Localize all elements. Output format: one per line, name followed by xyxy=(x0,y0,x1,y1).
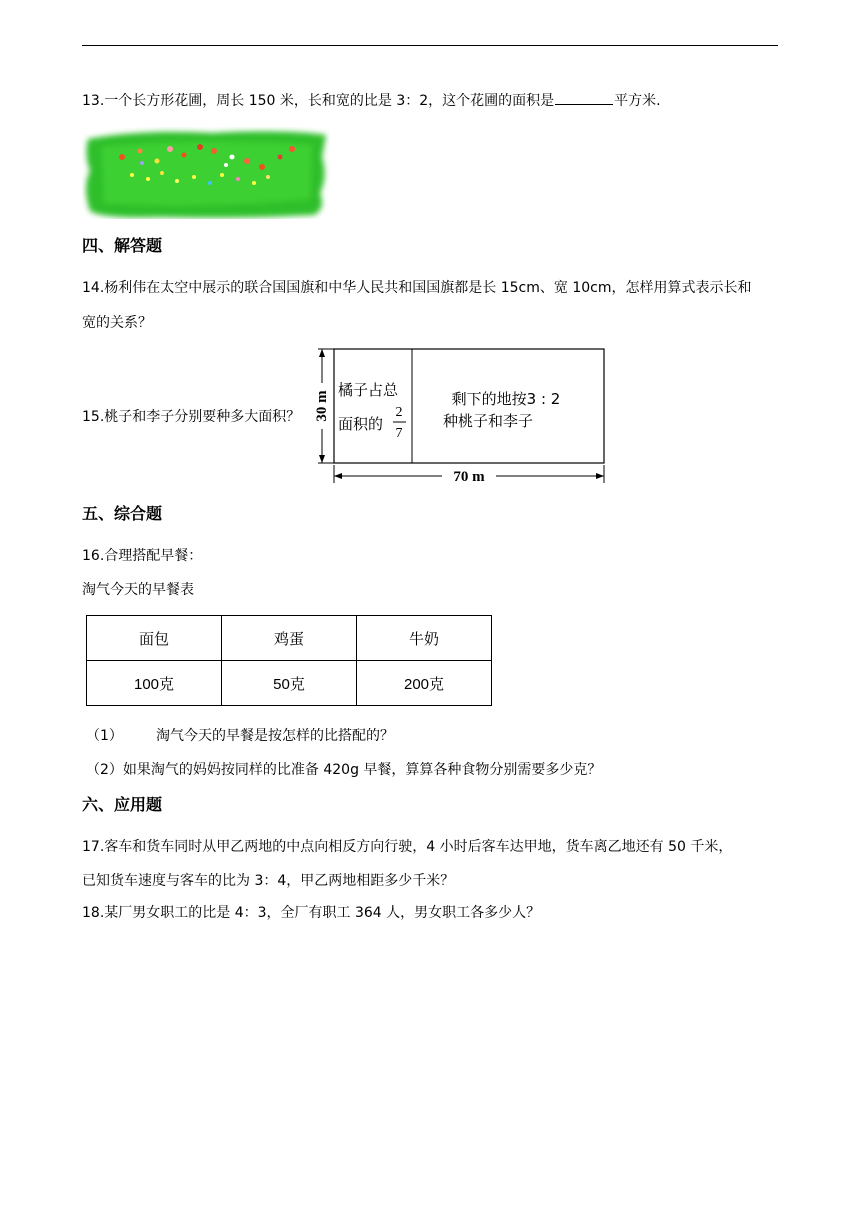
section-5-heading: 五、综合题 xyxy=(82,504,163,523)
table-header-cell: 鸡蛋 xyxy=(222,616,357,661)
question-13 xyxy=(82,90,661,111)
question-14-line-2: 宽的关系？ xyxy=(82,315,152,331)
fraction-denominator: 7 xyxy=(395,426,403,441)
remaining-land-line-2: 种桃子和李子 xyxy=(442,412,534,430)
question-14-line-1: 14.杨利伟在太空中展示的联合国国旗和中华人民共和国国旗都是长 15cm、宽 10cm，怎样用算式表示长和 xyxy=(82,280,752,296)
section-4-heading: 四、解答题 xyxy=(82,236,163,255)
question-18-text: 18.某厂男女职工的比是 4：3，全厂有职工 364 人，男女职工各多少人？ xyxy=(82,905,541,921)
question-16-title: 16.合理搭配早餐： xyxy=(82,548,203,564)
width-label: 70 m xyxy=(453,469,485,485)
table-cell: 50克 xyxy=(222,661,357,706)
breakfast-table xyxy=(86,615,492,706)
flower-garden-image xyxy=(82,127,330,219)
question-13-text: 13.一个长方形花圃，周长 150 米，长和宽的比是 3：2，这个花圃的面积是 xyxy=(82,93,555,109)
sub-question-1-text: 淘气今天的早餐是按怎样的比搭配的？ xyxy=(156,728,394,744)
field-diagram xyxy=(310,343,610,488)
sub-question-1-number: （1） xyxy=(86,728,123,744)
breakfast-table-caption: 淘气今天的早餐表 xyxy=(82,582,194,598)
table-cell: 100克 xyxy=(87,661,222,706)
table-row xyxy=(87,661,492,706)
question-17-line-1: 17.客车和货车同时从甲乙两地的中点向相反方向行驶，4 小时后客车达甲地，货车离乙地还有 50 千米， xyxy=(82,839,733,855)
orange-share-line-1: 橘子占总 xyxy=(338,381,399,399)
header-rule xyxy=(82,45,778,46)
question-13-unit: 平方米. xyxy=(614,93,661,109)
remaining-land-line-1: 剩下的地按3 : 2 xyxy=(451,390,561,408)
table-header-cell: 面包 xyxy=(87,616,222,661)
sub-question-2: （2）如果淘气的妈妈按同样的比准备 420g 早餐，算算各种食物分别需要多少克？ xyxy=(86,762,602,778)
question-15-text: 15.桃子和李子分别要种多大面积？ xyxy=(82,409,301,425)
answer-blank xyxy=(555,90,613,105)
section-6-heading: 六、应用题 xyxy=(82,795,163,814)
table-header-row xyxy=(87,616,492,661)
height-label: 30 m xyxy=(314,390,330,422)
fraction-numerator: 2 xyxy=(395,405,403,420)
table-header-cell: 牛奶 xyxy=(357,616,492,661)
orange-share-line-2: 面积的 xyxy=(338,415,384,433)
question-17-line-2: 已知货车速度与客车的比为 3：4，甲乙两地相距多少千米？ xyxy=(82,873,455,889)
table-cell: 200克 xyxy=(357,661,492,706)
